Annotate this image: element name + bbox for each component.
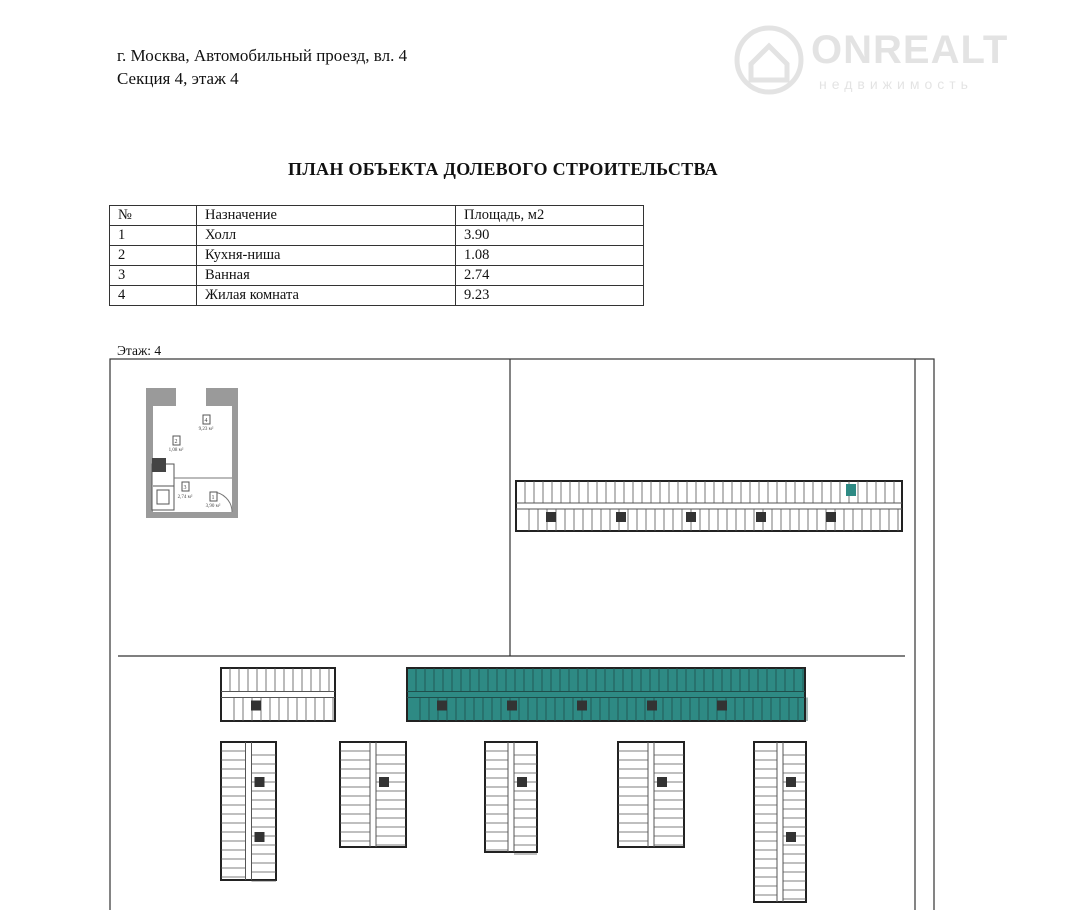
section-plan-3 xyxy=(340,742,406,847)
room4-area: 9,23 м² xyxy=(198,427,214,432)
row-area: 1.08 xyxy=(456,246,644,266)
row-number: 4 xyxy=(110,286,197,306)
row-number: 2 xyxy=(110,246,197,266)
room2-number: 2 xyxy=(174,439,178,445)
document-title: ПЛАН ОБЪЕКТА ДОЛЕВОГО СТРОИТЕЛЬСТВА xyxy=(288,159,718,179)
section-plan-4 xyxy=(485,742,537,854)
section-plan-highlighted xyxy=(407,668,807,721)
room1-area: 3,90 м² xyxy=(205,504,221,509)
col-number-header: № xyxy=(110,206,197,226)
section-plan-1 xyxy=(221,668,335,721)
row-number: 3 xyxy=(110,266,197,286)
row-area: 2.74 xyxy=(456,266,644,286)
section-plan-2 xyxy=(221,742,276,881)
room2-area: 1,08 м² xyxy=(168,448,184,453)
col-purpose-header: Назначение xyxy=(197,206,456,226)
row-area: 9.23 xyxy=(456,286,644,306)
row-purpose: Жилая комната xyxy=(197,286,456,306)
section-floor-line: Секция 4, этаж 4 xyxy=(117,69,239,88)
room1-number: 1 xyxy=(211,495,215,501)
row-purpose: Холл xyxy=(197,226,456,246)
section-plans xyxy=(221,481,902,902)
address-line: г. Москва, Автомобильный проезд, вл. 4 xyxy=(117,46,408,65)
apartment-plan xyxy=(146,388,238,518)
row-number: 1 xyxy=(110,226,197,246)
top-section-plan xyxy=(516,481,902,531)
floor-label: Этаж: 4 xyxy=(117,343,162,358)
row-area: 3.90 xyxy=(456,226,644,246)
section-plan-5 xyxy=(618,742,684,847)
row-purpose: Кухня-ниша xyxy=(197,246,456,266)
row-purpose: Ванная xyxy=(197,266,456,286)
highlighted-apartment-marker xyxy=(846,484,856,496)
room3-number: 3 xyxy=(183,485,187,491)
watermark-tagline: недвижимость xyxy=(819,76,973,92)
room3-area: 2,74 м² xyxy=(177,495,193,500)
section-plan-6 xyxy=(754,742,806,902)
watermark-brand: ONREALT xyxy=(811,28,1009,72)
room4-number: 4 xyxy=(204,418,208,424)
col-area-header: Площадь, м2 xyxy=(456,206,644,226)
